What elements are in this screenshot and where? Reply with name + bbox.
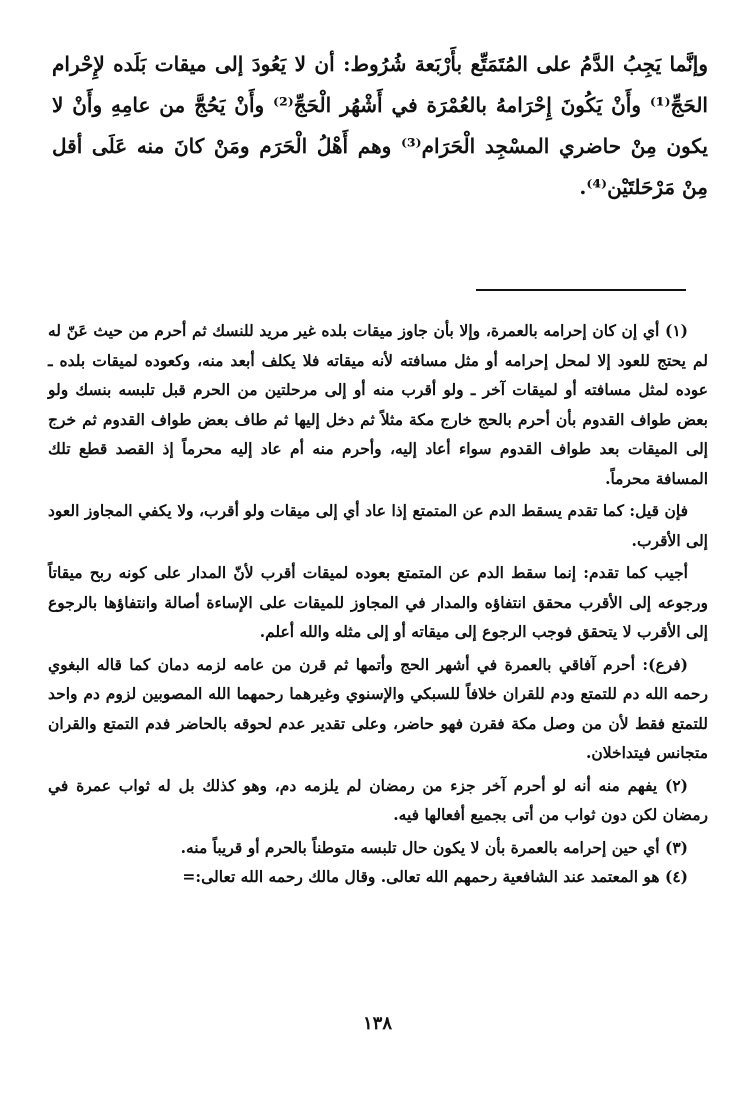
footnote-1-branch: (فرع): أحرم آفاقي بالعمرة في أشهر الحج وأتمها ثم قرن من عامه لزمه دمان كما قاله البغوي رحمه الله دم للتمتع ودم للقران خلافاً للسبكي والإسنوي وغيرهما رحمهما الله المصوبين لزوم دم واحد للتمتع فقط لأن من وصل مكة فقرن فهو حاضر، وعلى تقدير عدم لحوقه بالحاضر فدم التمتع والقران متجانس فيتداخلان. [48,654,708,762]
continuation-mark: = [182,867,196,886]
footnote-2: (٢) يفهم منه أنه لو أحرم آخر جزء من رمضان لم يلزمه دم، وهو كذلك بل له ثواب عمرة في رمضان لكن دون ثواب من أتى بجميع أفعالها فيه. [48,775,708,824]
footnote-4 [48,862,708,892]
footnote-1-question: فإن قيل: كما تقدم يسقط الدم عن المتمتع إذا عاد أي إلى ميقات ولو أقرب، ولا يكفي المجاوز العود إلى الأقرب. [48,501,708,550]
page-number: ١٣٨ [362,1013,392,1034]
footnote-1-answer: أجيب كما تقدم: إنما سقط الدم عن المتمتع بعوده لميقات أقرب لأنّ المدار على كونه ربح ميقاتاً ورجوعه إلى الأقرب محقق انتفاؤه والمدار في المجاوز للميقات على الإساءة أصالة وانتفاؤها بالرجوع إلى الأقرب لا يتحقق فوجب الرجوع إلى ميقاته أو إلى مثله والله أعلم. [48,563,708,641]
footnote-4-text: (٤) هو المعتمد عند الشافعية رحمهم الله تعالى. وقال مالك رحمه الله تعالى: [195,867,688,886]
footnotes-block [48,316,708,892]
main-text-block [52,44,708,208]
footnote-1: (١) أي إن كان إحرامه بالعمرة، وإلا بأن جاوز ميقات بلده غير مريد للنسك ثم أحرم من حيث عَنّ له لم يحتج للعود إلا لمحل إحرامه أو مثل مسافته لأنه ميقاته فلا يكلف أبعد منه، وكعوده لميقات بلده ـ عوده لمثل مسافته أو لميقات آخر ـ ولو أقرب منه أو إلى مرحلتين من الحرم قبل تلبسه بنسك ولو بعض طواف القدوم بأن أحرم بالحج خارج مكة مثلاً ثم دخل إليها ثم طاف بعض طواف القدوم ثم خرج إلى الميقات بعد طواف القدوم سواء أعاد إليه، وأحرم منه أم عاد إليه محرماً إذ القصد قطع تلك المسافة محرماً. [48,321,708,488]
footnote-3: (٣) أي حين إحرامه بالعمرة بأن لا يكون حال تلبسه متوطناً بالحرم أو قريباً منه. [180,837,688,857]
footnote-separator [476,289,686,291]
main-paragraph: وإنَّما يَجِبُ الدَّمُ على المُتَمَتِّع بأَرْبَعة شُرُوط: أن لا يَعُودَ إلى ميقات بَلَده لإِحْرام الحَجِّ⁽¹⁾ وأَنْ يَكُونَ إِحْرَامهُ بالعُمْرَة في أَشْهُر الْحَجِّ⁽²⁾ وأَنْ يَحُجَّ من عامِهِ وأَنْ لا يكون مِنْ حاضري المسْجِد الْحَرَام⁽³⁾ وهم أَهْلُ الْحَرَم ومَنْ كانَ منه عَلَى أقل مِنْ مَرْحَلتَيْن⁽⁴⁾. [52,52,708,199]
